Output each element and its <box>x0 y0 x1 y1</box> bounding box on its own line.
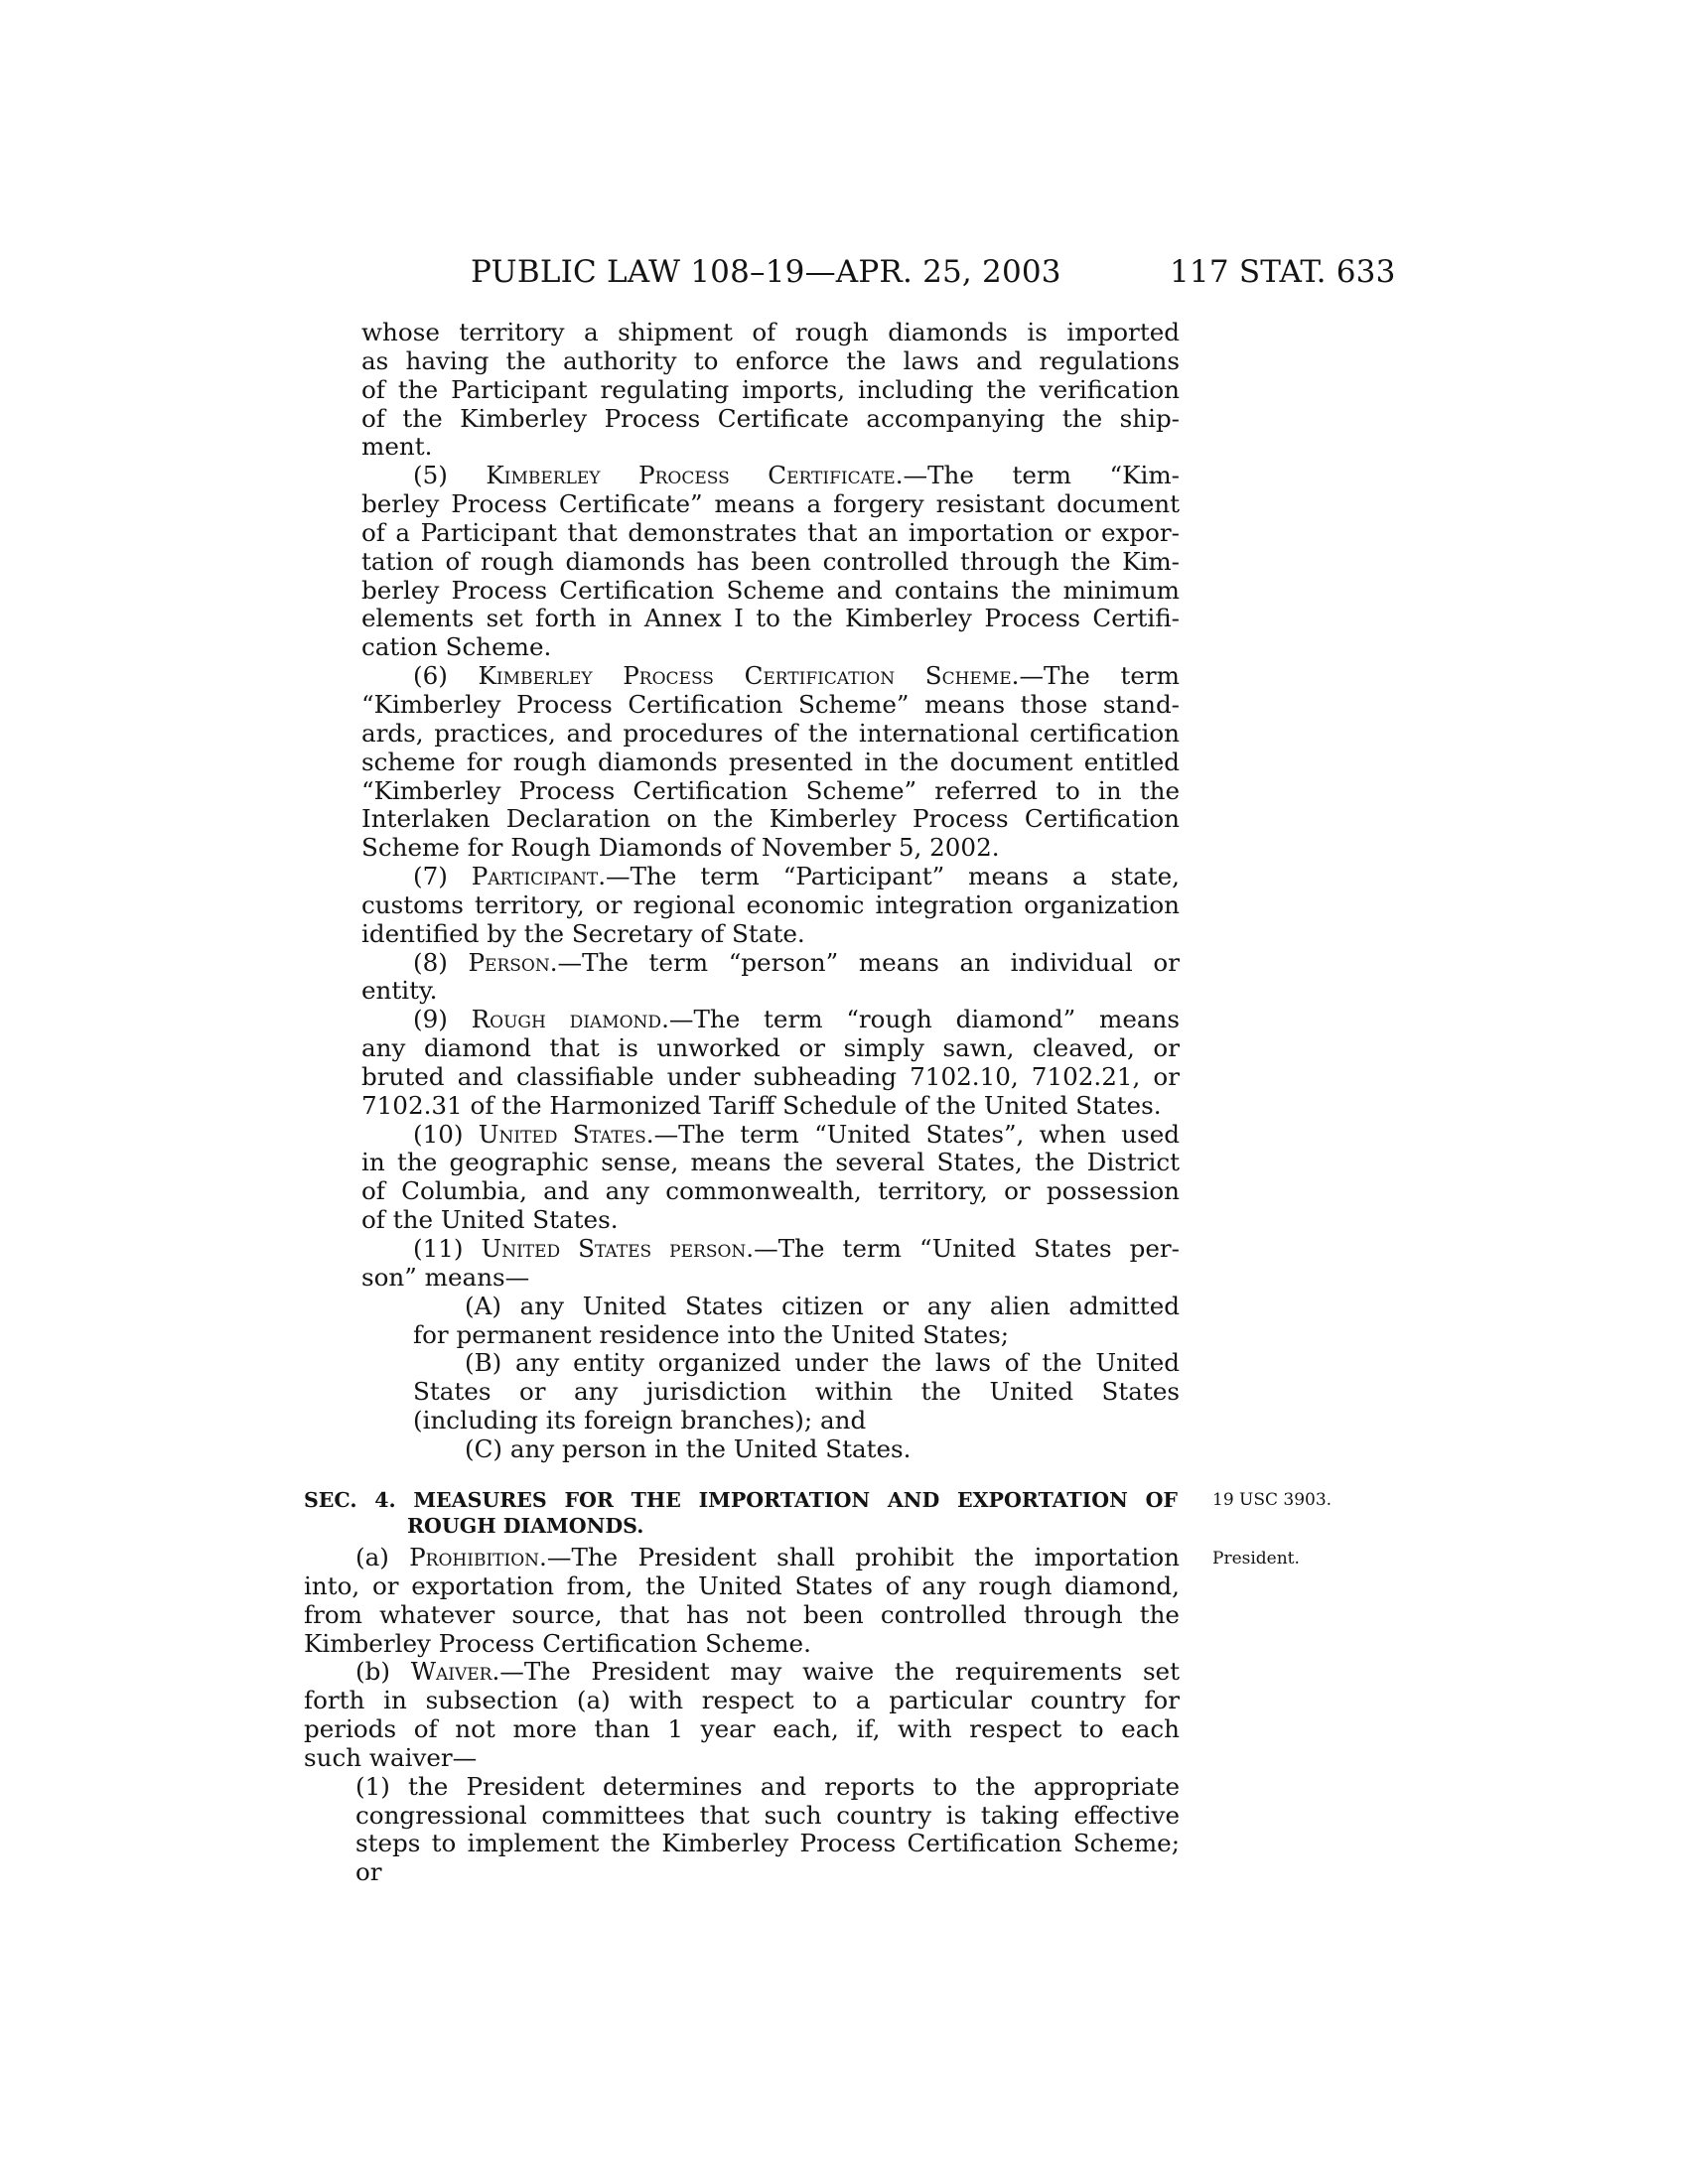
defined-term-heading: Participant <box>471 863 599 891</box>
definition-line <box>361 633 1180 662</box>
section-body-line <box>304 1658 1180 1687</box>
section-heading-line-1: SEC. 4. MEASURES FOR THE IMPORTATION AND EXPORTATION OF <box>304 1488 1178 1512</box>
line-text: tation of rough diamonds has been controlled through the Kim- <box>361 547 1180 576</box>
paragraph-number: (10) <box>413 1120 479 1149</box>
section-body-line <box>304 1773 1180 1802</box>
definition-line <box>361 749 1180 777</box>
line-text: identified by the Secretary of State. <box>361 919 805 948</box>
line-text: berley Process Certification Scheme and contains the minimum <box>361 576 1180 605</box>
defined-term-heading: Kimberley Process Certification Scheme <box>478 662 1012 691</box>
definition-line <box>361 1121 1180 1150</box>
line-text: or <box>355 1858 382 1887</box>
paragraph-number: (8) <box>413 948 469 977</box>
definition-line <box>361 1349 1180 1378</box>
line-text: .—The term “Kim- <box>895 462 1180 490</box>
president-margin-note: President. <box>1212 1549 1300 1569</box>
definition-line <box>361 805 1180 834</box>
definition-line <box>361 1063 1180 1092</box>
line-text: of Columbia, and any commonwealth, territory, or possession <box>361 1177 1180 1206</box>
definition-line <box>361 891 1180 920</box>
defined-term-heading: United States person <box>481 1235 747 1263</box>
paragraph-number: (7) <box>413 863 472 891</box>
paragraph-number: (9) <box>413 1006 472 1034</box>
definition-line <box>361 720 1180 749</box>
definition-line <box>361 949 1180 978</box>
line-text: as having the authority to enforce the laws and regulations <box>361 346 1180 375</box>
line-text: of the United States. <box>361 1206 619 1235</box>
definition-line <box>361 1321 1180 1350</box>
definitions-column <box>361 319 1180 1464</box>
line-text: .—The term “rough diamond” means <box>661 1006 1180 1034</box>
line-text: .—The term “Participant” means a state, <box>598 863 1180 891</box>
definition-line <box>361 1293 1180 1321</box>
definition-line <box>361 777 1180 806</box>
definition-line <box>361 691 1180 720</box>
defined-term-heading: Rough diamond <box>471 1006 662 1034</box>
line-text: ment. <box>361 433 433 462</box>
line-text: (1) the President determines and reports to the appropriate <box>355 1772 1180 1801</box>
section-heading <box>304 1487 1178 1539</box>
definition-line <box>361 433 1180 462</box>
definition-line <box>361 548 1180 577</box>
section-heading-line-2: ROUGH DIAMONDS. <box>407 1514 644 1538</box>
line-text: cation Scheme. <box>361 633 552 662</box>
line-text: Interlaken Declaration on the Kimberley Process Certification <box>361 805 1180 834</box>
definition-line <box>361 1378 1180 1407</box>
defined-term-heading: Person <box>468 948 550 977</box>
definition-line <box>361 662 1180 691</box>
line-text: (C) any person in the United States. <box>465 1434 912 1463</box>
definition-line <box>361 319 1180 347</box>
definition-line <box>361 863 1180 891</box>
line-text: of a Participant that demonstrates that an importation or expor- <box>361 518 1180 547</box>
line-text: in the geographic sense, means the several States, the District <box>361 1149 1180 1177</box>
line-text: customs territory, or regional economic integration organization <box>361 890 1180 919</box>
line-text: of the Kimberley Process Certificate accompanying the ship- <box>361 404 1180 433</box>
line-text: Kimberley Process Certification Scheme. <box>304 1629 811 1658</box>
page-stat-number: 117 STAT. 633 <box>1170 254 1396 290</box>
line-text: whose territory a shipment of rough diamonds is imported <box>361 319 1180 346</box>
line-text: .—The President may waive the requirements set <box>492 1658 1180 1687</box>
definition-line <box>361 1206 1180 1235</box>
line-text: Scheme for Rough Diamonds of November 5, 2002. <box>361 834 1000 863</box>
definition-line <box>361 1264 1180 1293</box>
line-text: entity. <box>361 977 438 1006</box>
line-text: ards, practices, and procedures of the international certification <box>361 719 1180 748</box>
section-body <box>304 1544 1180 1887</box>
paragraph-number: (a) <box>355 1544 410 1571</box>
running-header-title: PUBLIC LAW 108–19—APR. 25, 2003 <box>471 254 1061 290</box>
paragraph-number: (b) <box>355 1658 411 1687</box>
line-text: States or any jurisdiction within the United States <box>413 1378 1180 1407</box>
definition-line <box>361 920 1180 949</box>
definition-line <box>361 462 1180 490</box>
line-text: congressional committees that such country is taking effective <box>355 1801 1180 1830</box>
definition-line <box>361 405 1180 434</box>
line-text: son” means— <box>361 1263 530 1292</box>
section-body-line <box>304 1715 1180 1744</box>
line-text: berley Process Certificate” means a forgery resistant document <box>361 490 1180 519</box>
line-text: “Kimberley Process Certification Scheme” means those stand- <box>361 690 1180 719</box>
section-body-line <box>304 1858 1180 1887</box>
definition-line <box>361 347 1180 376</box>
definition-line <box>361 605 1180 633</box>
line-text: .—The term “United States”, when used <box>645 1120 1180 1149</box>
definition-line <box>361 1092 1180 1121</box>
defined-term-heading: Prohibition <box>409 1544 540 1571</box>
line-text: forth in subsection (a) with respect to a particular country for <box>304 1687 1180 1715</box>
line-text: for permanent residence into the United States; <box>413 1320 1010 1349</box>
line-text: steps to implement the Kimberley Process Certification Scheme; <box>355 1830 1180 1858</box>
section-body-line <box>304 1802 1180 1831</box>
definition-line <box>361 490 1180 519</box>
paragraph-number: (5) <box>413 462 487 490</box>
line-text: periods of not more than 1 year each, if, with respect to each <box>304 1715 1180 1744</box>
line-text: (including its foreign branches); and <box>413 1407 867 1435</box>
line-text: any diamond that is unworked or simply sawn, cleaved, or <box>361 1034 1180 1063</box>
line-text: .—The term <box>1011 662 1180 691</box>
line-text: .—The term “United States per- <box>746 1235 1180 1263</box>
section-body-line <box>304 1830 1180 1858</box>
line-text: 7102.31 of the Harmonized Tariff Schedule of the United States. <box>361 1091 1162 1120</box>
section-body-line <box>304 1601 1180 1630</box>
line-text: .—The President shall prohibit the importation <box>539 1544 1180 1571</box>
definition-line <box>361 834 1180 863</box>
paragraph-number: (6) <box>413 662 479 691</box>
defined-term-heading: Waiver <box>410 1658 492 1687</box>
line-text: “Kimberley Process Certification Scheme” referred to in the <box>361 776 1180 805</box>
section-body-line <box>304 1630 1180 1659</box>
line-text: bruted and classifiable under subheading 7102.10, 7102.21, or <box>361 1062 1180 1091</box>
line-text: of the Participant regulating imports, including the verification <box>361 375 1180 404</box>
definition-line <box>361 1006 1180 1034</box>
definition-line <box>361 977 1180 1006</box>
line-text: (B) any entity organized under the laws of the United <box>465 1349 1180 1378</box>
defined-term-heading: United States <box>478 1120 646 1149</box>
definition-line <box>361 1177 1180 1206</box>
line-text: from whatever source, that has not been controlled through the <box>304 1600 1180 1629</box>
usc-margin-note: 19 USC 3903. <box>1212 1490 1333 1510</box>
definition-line <box>361 1235 1180 1264</box>
section-body-line <box>304 1572 1180 1601</box>
line-text: into, or exportation from, the United States of any rough diamond, <box>304 1571 1180 1600</box>
definition-line <box>361 577 1180 606</box>
paragraph-number: (11) <box>413 1235 482 1263</box>
definition-line <box>361 1435 1180 1464</box>
line-text: .—The term “person” means an individual or <box>549 948 1180 977</box>
definition-line <box>361 1034 1180 1063</box>
definition-line <box>361 1149 1180 1177</box>
section-body-line <box>304 1544 1180 1572</box>
defined-term-heading: Kimberley Process Certificate <box>486 462 896 490</box>
line-text: elements set forth in Annex I to the Kimberley Process Certifi- <box>361 605 1180 633</box>
line-text: (A) any United States citizen or any alien admitted <box>465 1292 1180 1320</box>
definition-line <box>361 1407 1180 1435</box>
line-text: scheme for rough diamonds presented in the document entitled <box>361 748 1180 776</box>
section-body-line <box>304 1687 1180 1715</box>
definition-line <box>361 376 1180 405</box>
definition-line <box>361 519 1180 548</box>
section-body-line <box>304 1744 1180 1773</box>
line-text: such waiver— <box>304 1743 478 1772</box>
